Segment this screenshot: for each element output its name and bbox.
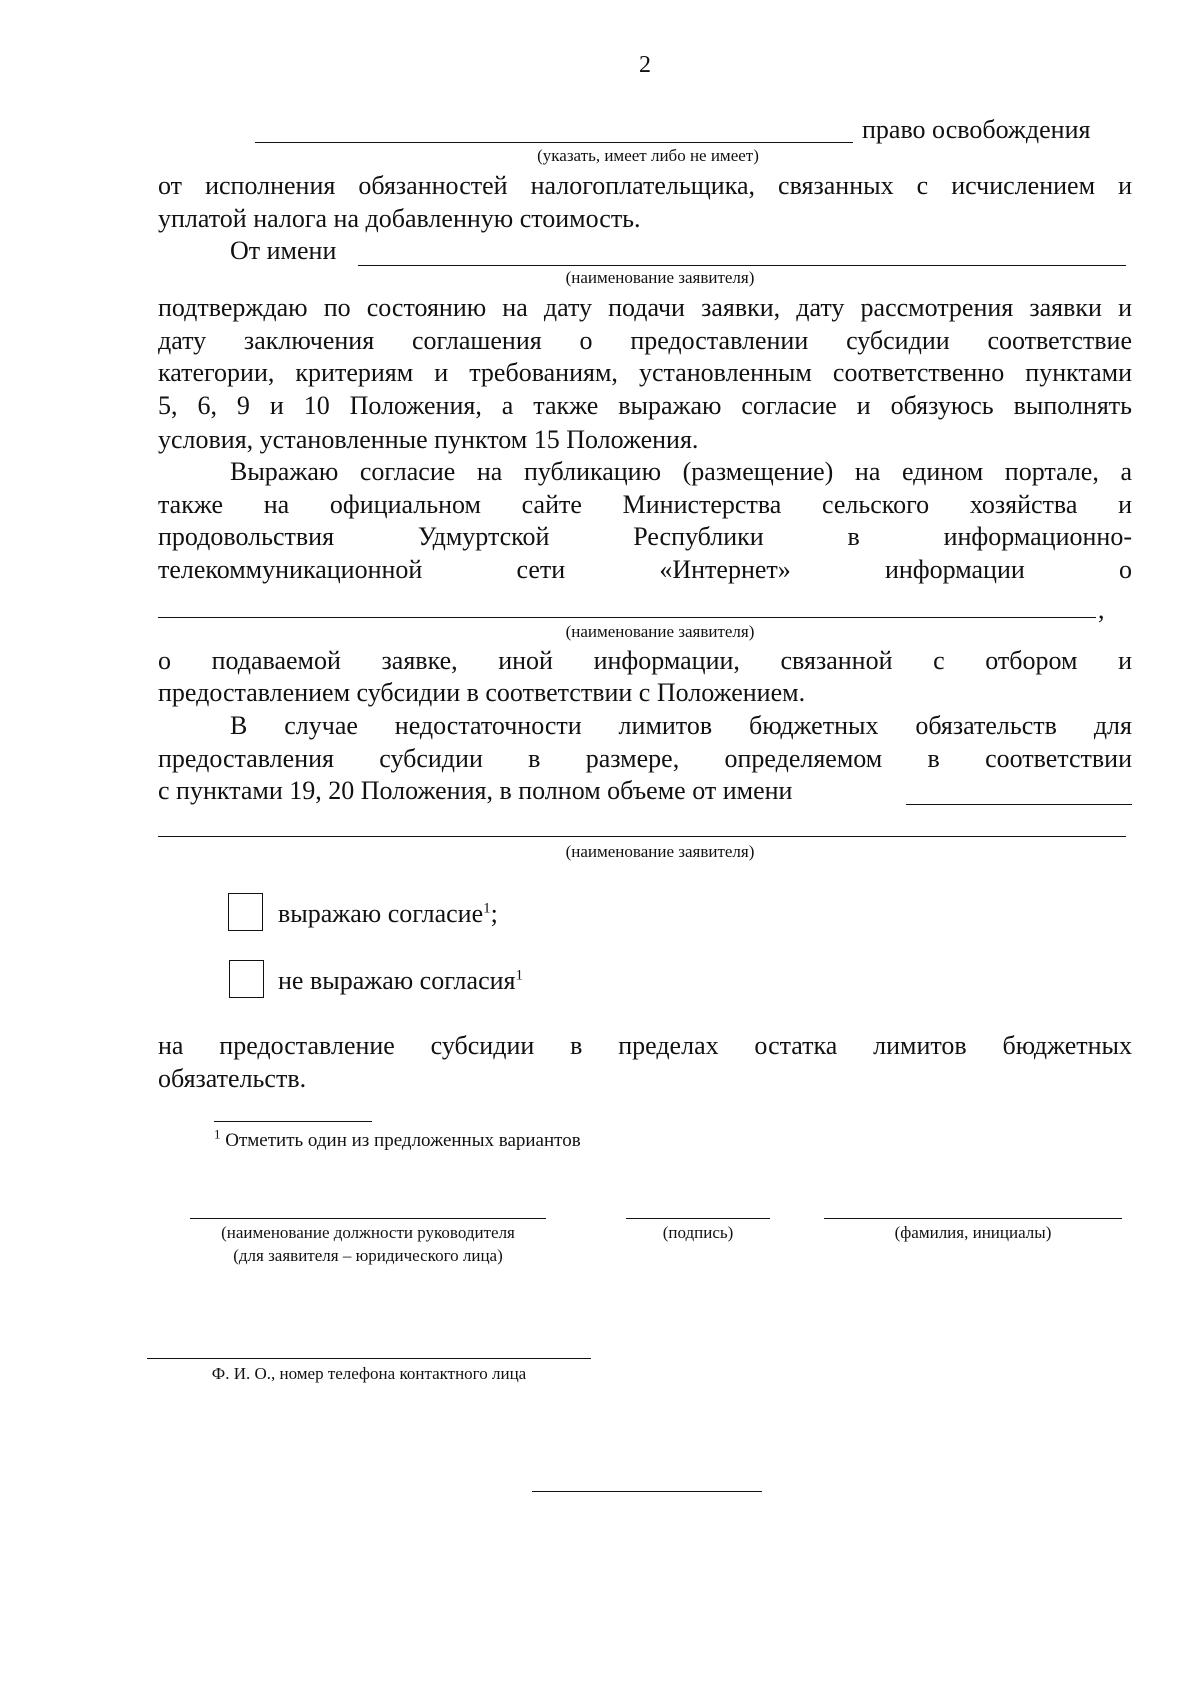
applicant-hint-2: (наименование заявителя) (565, 622, 755, 641)
disagree-checkbox[interactable] (229, 960, 264, 998)
publication-line: также на официальном сайте Министерства сельского хозяйства и (158, 489, 1132, 519)
agree-label: выражаю согласие (278, 899, 484, 928)
name-hint: (фамилия, инициалы) (894, 1223, 1052, 1242)
closing-separator (532, 1491, 762, 1492)
footnote-separator (214, 1121, 372, 1122)
page-number: 2 (639, 52, 651, 78)
publication-first-line-wrap (230, 456, 1132, 489)
confirm-line: подтверждаю по состоянию на дату подачи заявки, дату рассмотрения заявки и (158, 293, 1132, 322)
footnote-text: Отметить один из предложенных вариантов (225, 1130, 581, 1151)
confirm-line: категории, критериям и требованиям, установленным соответственно пунктами (158, 358, 1132, 387)
insufficiency-line: предоставления субсидии в размере, определяемом в соответствии (158, 743, 1132, 773)
confirm-last-line: условия, установленные пунктом 15 Положения. (158, 425, 699, 454)
publication-line: продовольствия Удмуртской Республики в информационно- (158, 522, 1132, 551)
exemption-hint: (указать, имеет либо не имеет) (537, 146, 759, 165)
applicant-name-line-3a[interactable] (906, 804, 1132, 805)
footnote (214, 1126, 581, 1152)
agree-option (278, 898, 498, 930)
signature-blank-line[interactable] (626, 1218, 770, 1219)
exemption-tail-text: право освобождения (862, 115, 1091, 144)
applicant-name-line-1[interactable] (358, 265, 1126, 266)
name-blank-line[interactable] (824, 1218, 1122, 1219)
publication-line: Выражаю согласие на публикацию (размещение) на едином портале, а (230, 457, 1132, 486)
disagree-footnote-mark: 1 (515, 967, 523, 984)
exemption-line-1: от исполнения обязанностей налогоплательщика, связанных с исчислением и (158, 171, 1132, 200)
subsidy-paragraph (158, 1030, 1132, 1063)
publication-comma: , (1098, 595, 1105, 624)
confirm-line: дату заключения соглашения о предоставлении субсидии соответствие (158, 325, 1132, 355)
subsidy-line-2: обязательств. (158, 1064, 307, 1093)
publication-paragraph (158, 489, 1132, 587)
publication-after-last-line: предоставлением субсидии в соответствии с Положением. (158, 678, 806, 707)
confirm-paragraph (158, 292, 1132, 422)
contact-blank-line[interactable] (147, 1358, 591, 1359)
agree-suffix: ; (490, 899, 498, 928)
signature-hint: (подпись) (662, 1223, 734, 1242)
publication-after-paragraph (158, 645, 1132, 678)
insufficiency-last-line: с пунктами 19, 20 Положения, в полном объеме от имени (158, 776, 793, 805)
insufficiency-first-line-wrap (230, 710, 1132, 743)
applicant-name-line-2[interactable] (158, 617, 1096, 618)
position-hint-1: (наименование должности руководителя (221, 1223, 515, 1242)
confirm-line: 5, 6, 9 и 10 Положения, а также выражаю согласие и обязуюсь выполнять (158, 390, 1132, 420)
applicant-hint-3: (наименование заявителя) (565, 842, 755, 861)
contact-hint: Ф. И. О., номер телефона контактного лица (211, 1364, 527, 1383)
publication-after-line: о подаваемой заявке, иной информации, связанной с отбором и (158, 646, 1132, 675)
position-hint-2: (для заявителя – юридического лица) (233, 1246, 503, 1265)
insufficiency-line: В случае недостаточности лимитов бюджетных обязательств для (230, 711, 1132, 740)
exemption-blank-line[interactable] (255, 142, 853, 143)
exemption-line-2: уплатой налога на добавленную стоимость. (158, 204, 641, 233)
disagree-label: не выражаю согласия (278, 966, 516, 995)
publication-line: телекоммуникационной сети «Интернет» информации о (158, 554, 1132, 584)
on-behalf-label: От имени (230, 236, 337, 265)
disagree-option (278, 965, 523, 997)
applicant-hint-1: (наименование заявителя) (565, 268, 755, 287)
applicant-name-line-3b[interactable] (158, 836, 1126, 837)
agree-footnote-mark: 1 (483, 900, 491, 917)
position-blank-line[interactable] (190, 1218, 546, 1219)
footnote-mark: 1 (214, 1126, 221, 1142)
subsidy-line-1: на предоставление субсидии в пределах остатка лимитов бюджетных (158, 1031, 1132, 1060)
insufficiency-paragraph (158, 743, 1132, 776)
agree-checkbox[interactable] (228, 893, 263, 931)
exemption-paragraph (158, 170, 1132, 203)
